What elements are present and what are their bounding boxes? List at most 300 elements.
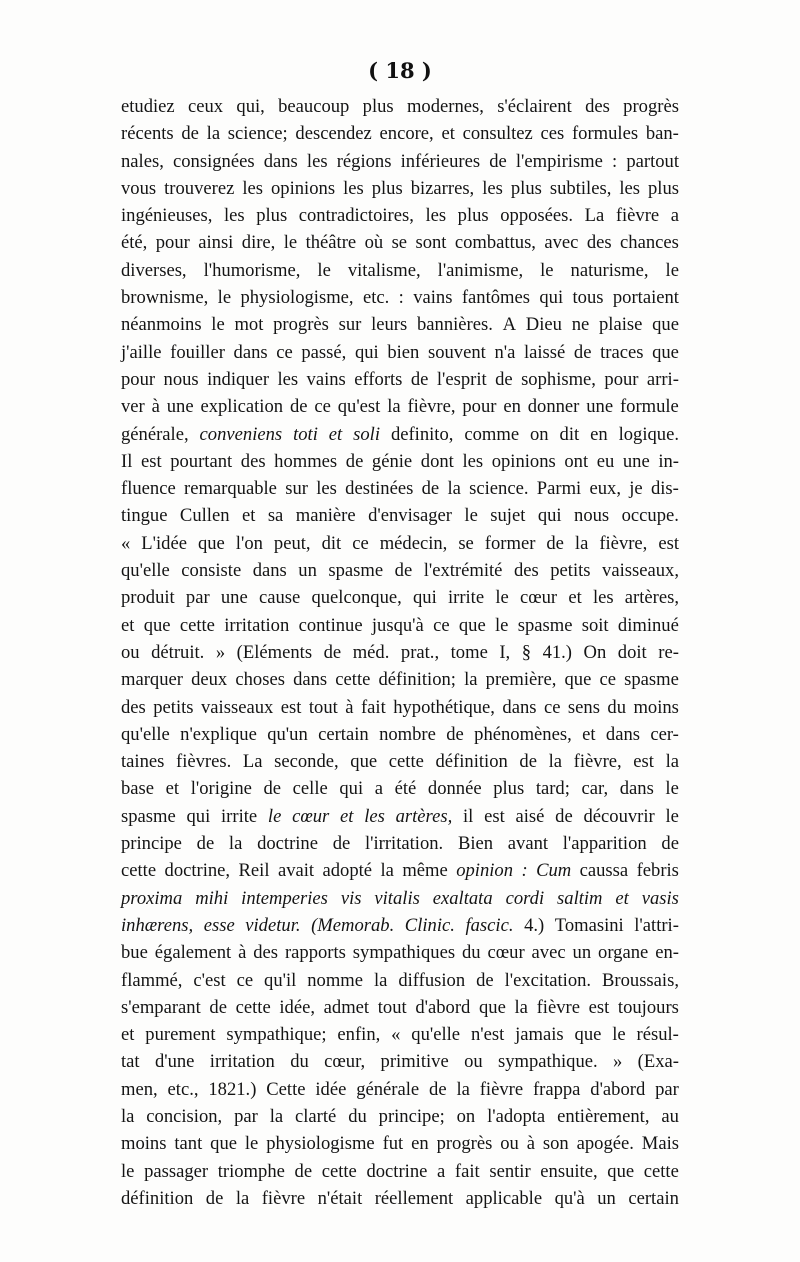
word: sentir xyxy=(489,1160,531,1182)
word: la xyxy=(206,123,221,145)
page-number: ( 18 ) xyxy=(368,58,432,83)
word: fièvre xyxy=(261,1187,306,1209)
word: choses xyxy=(235,669,285,691)
word: pour xyxy=(155,232,190,254)
text-line xyxy=(121,775,679,802)
word: physiologisme xyxy=(266,1133,375,1155)
word: et xyxy=(340,805,354,827)
word: le xyxy=(283,232,298,254)
word: ce xyxy=(543,696,561,718)
word: Il xyxy=(121,450,133,472)
word: et xyxy=(615,887,629,909)
word: l'origine xyxy=(190,778,252,800)
word: qui xyxy=(186,805,211,827)
word: progrès xyxy=(436,1133,493,1155)
word: la xyxy=(574,532,589,554)
word: pour xyxy=(604,368,639,390)
word: au xyxy=(661,1105,679,1127)
word: nombre xyxy=(379,723,436,745)
word: idée xyxy=(315,1078,347,1100)
word: avait xyxy=(277,860,315,882)
word: n'était xyxy=(317,1187,363,1209)
word: qu'un xyxy=(267,723,308,745)
word: de xyxy=(332,833,351,855)
word: petits xyxy=(550,560,591,582)
word: été xyxy=(394,778,417,800)
word: de xyxy=(446,723,464,745)
word: définition xyxy=(435,751,508,773)
word: qui xyxy=(339,778,364,800)
word: fièvres. xyxy=(176,751,232,773)
text-line xyxy=(121,502,679,529)
word: de xyxy=(410,368,429,390)
word: du xyxy=(348,1105,367,1127)
word: esse xyxy=(203,914,235,936)
word: nales, xyxy=(121,150,164,172)
word: de xyxy=(289,396,308,418)
word: : xyxy=(612,150,618,172)
word: est xyxy=(484,805,505,827)
word: passager xyxy=(144,1160,209,1182)
word: le xyxy=(244,1133,259,1155)
word: » xyxy=(215,641,226,663)
word: opposées. xyxy=(500,205,574,227)
word: le xyxy=(217,287,232,309)
word: opinion xyxy=(456,860,514,882)
word: eux, xyxy=(589,478,621,500)
word: Cum xyxy=(536,860,572,882)
word: quelconque, xyxy=(311,587,402,609)
word: La xyxy=(584,205,605,227)
word: d'une xyxy=(154,1051,195,1073)
word: que xyxy=(574,1024,602,1046)
word: de xyxy=(323,641,342,663)
word: a xyxy=(437,1160,446,1182)
word: par xyxy=(655,1078,679,1100)
word: par xyxy=(234,1105,258,1127)
word: l'irritation. xyxy=(364,833,444,855)
word: explication xyxy=(200,396,284,418)
word: 1821.) xyxy=(208,1078,257,1100)
word: soli xyxy=(353,423,381,445)
word: d'abord xyxy=(590,1078,646,1100)
word: donner xyxy=(527,396,580,418)
word: plus xyxy=(648,177,679,199)
word: ne xyxy=(571,314,590,336)
word: contradictoires, xyxy=(298,205,414,227)
word: ce xyxy=(236,969,254,991)
word: hommes xyxy=(274,450,338,472)
word: de xyxy=(489,150,507,172)
body-text xyxy=(121,93,679,1212)
word: que xyxy=(458,614,486,636)
word: qu'elle xyxy=(411,1024,461,1046)
word: inférieures xyxy=(400,150,481,172)
word: saltim xyxy=(557,887,603,909)
word: leurs xyxy=(371,314,408,336)
word: vis xyxy=(340,887,362,909)
word: science; xyxy=(227,123,288,145)
word: tingue xyxy=(121,505,168,527)
word: la xyxy=(121,1105,135,1127)
word: à xyxy=(238,942,247,964)
word: est xyxy=(588,996,610,1018)
word: la xyxy=(373,969,388,991)
word: du xyxy=(461,942,481,964)
word: des xyxy=(253,942,279,964)
word: remarquable xyxy=(184,478,277,500)
word: » xyxy=(613,1051,623,1073)
word: des xyxy=(585,96,610,117)
word: spasme xyxy=(121,805,176,827)
word: efforts xyxy=(354,368,403,390)
word: on xyxy=(530,423,549,445)
word: dans xyxy=(252,560,287,582)
word: brownisme, xyxy=(121,287,209,309)
word: continue xyxy=(298,614,363,636)
text-line xyxy=(121,557,679,584)
word: les xyxy=(425,205,447,227)
word: doctrine, xyxy=(164,860,231,882)
word: les xyxy=(482,177,503,199)
text-line xyxy=(121,912,679,939)
word: des xyxy=(121,696,146,718)
word: soit xyxy=(581,614,609,636)
word: applicable xyxy=(465,1187,543,1209)
word: l'on xyxy=(235,532,263,554)
word: dans xyxy=(263,150,298,172)
word: le xyxy=(464,505,478,527)
word: 4.) xyxy=(524,914,545,936)
word: organe xyxy=(598,942,649,964)
word: irrite xyxy=(221,805,258,827)
word: est xyxy=(658,532,679,554)
text-line xyxy=(121,448,679,475)
text-line xyxy=(121,584,679,611)
word: de xyxy=(495,368,513,390)
word: cœur, xyxy=(324,1051,366,1073)
word: de xyxy=(394,560,413,582)
word: les xyxy=(592,587,614,609)
text-line xyxy=(121,721,679,748)
word: avec xyxy=(544,232,579,254)
word: toujours xyxy=(617,996,679,1018)
word: bue xyxy=(121,942,148,964)
word: vitalisme, xyxy=(347,259,421,281)
word: vasis xyxy=(641,887,679,909)
word: n'a xyxy=(494,341,516,363)
word: fait xyxy=(454,1160,480,1182)
word: et xyxy=(441,123,455,145)
word: nous xyxy=(163,368,199,390)
word: etc., xyxy=(167,1078,199,1100)
word: clarté xyxy=(295,1105,337,1127)
word: les xyxy=(343,177,364,199)
word: détruit. xyxy=(151,641,205,663)
word: n'est xyxy=(470,1024,505,1046)
word: arri- xyxy=(646,368,679,390)
word: où xyxy=(364,232,384,254)
word: son xyxy=(542,1133,569,1155)
word: s'éclairent xyxy=(497,96,572,117)
word: cause xyxy=(258,587,301,609)
word: Mais xyxy=(641,1133,679,1155)
word: toti xyxy=(293,423,318,445)
word: Clinic. xyxy=(404,914,455,936)
word: de xyxy=(519,751,537,773)
word: la xyxy=(235,1187,250,1209)
word: mot xyxy=(234,314,264,336)
word: seconde, xyxy=(274,751,339,773)
word: entièrement, xyxy=(557,1105,650,1127)
word: le xyxy=(665,259,679,281)
word: des xyxy=(586,232,612,254)
text-line xyxy=(121,1185,679,1212)
word: ou xyxy=(500,1133,519,1155)
word: men, xyxy=(121,1078,158,1100)
word: doctrine xyxy=(366,1160,428,1182)
word: tout xyxy=(377,996,407,1018)
word: tard; xyxy=(535,778,570,800)
word: est xyxy=(633,751,654,773)
word: spasme xyxy=(328,560,384,582)
word: de xyxy=(263,778,282,800)
word: jamais xyxy=(515,1024,564,1046)
word: le xyxy=(211,314,225,336)
word: néanmoins xyxy=(121,314,202,336)
word: « xyxy=(121,532,131,554)
word: plus xyxy=(510,177,542,199)
word: la xyxy=(447,478,461,500)
word: s'emparant xyxy=(121,996,201,1018)
word: manière xyxy=(295,505,356,527)
word: celle xyxy=(292,778,328,800)
word: ainsi xyxy=(198,232,234,254)
text-line xyxy=(121,748,679,775)
word: fièvre xyxy=(536,996,580,1018)
word: l'adopta xyxy=(487,1105,546,1127)
word: admet xyxy=(323,996,370,1018)
word: consignées xyxy=(172,150,255,172)
text-line xyxy=(121,120,679,147)
word: artères, xyxy=(624,587,679,609)
word: et xyxy=(121,1024,135,1046)
word: comme xyxy=(464,423,520,445)
word: Broussais, xyxy=(602,969,679,991)
word: marquer xyxy=(121,669,183,691)
word: ceux xyxy=(187,96,224,117)
word: le xyxy=(121,1160,135,1182)
word: car, xyxy=(581,778,609,800)
word: en xyxy=(411,1133,429,1155)
word: découvrir xyxy=(583,805,655,827)
text-line xyxy=(121,857,679,884)
word: doctrine xyxy=(257,833,318,855)
word: vains xyxy=(413,287,453,309)
word: cette xyxy=(643,1160,679,1182)
word: mihi xyxy=(195,887,229,909)
text-line xyxy=(121,1048,679,1075)
word: physiologisme, xyxy=(240,287,354,309)
word: régions xyxy=(336,150,392,172)
word: 41.) xyxy=(542,641,572,663)
word: traces xyxy=(600,341,644,363)
word: dans xyxy=(502,696,537,718)
word: definito, xyxy=(390,423,454,445)
word: sens xyxy=(567,696,600,718)
word: On xyxy=(583,641,607,663)
word: que xyxy=(479,996,506,1018)
word: apogée. xyxy=(576,1133,634,1155)
word: : xyxy=(398,287,404,309)
word: sympathiques xyxy=(352,942,456,964)
word: re- xyxy=(658,641,679,663)
word: ce xyxy=(276,341,293,363)
word: dont xyxy=(420,450,454,472)
word: dis- xyxy=(650,478,679,500)
word: ce xyxy=(352,532,369,554)
text-line xyxy=(121,1130,679,1157)
word: progrès xyxy=(273,314,329,336)
word: taines xyxy=(121,751,165,773)
word: qui, xyxy=(236,96,265,117)
word: l'empirisme xyxy=(515,150,603,172)
word: doit xyxy=(617,641,647,663)
word: cœur xyxy=(519,587,558,609)
word: bannières. xyxy=(416,314,493,336)
word: qu'elle xyxy=(121,560,170,582)
word: la xyxy=(269,1105,284,1127)
word: souvent xyxy=(427,341,486,363)
word: « xyxy=(391,1024,401,1046)
word: le xyxy=(267,805,282,827)
text-line xyxy=(121,666,679,693)
word: enfin, xyxy=(337,1024,381,1046)
word: Cullen xyxy=(179,505,230,527)
word: plus xyxy=(362,96,394,117)
word: naturisme, xyxy=(570,259,649,281)
word: du xyxy=(607,696,626,718)
word: de xyxy=(196,833,215,855)
text-line xyxy=(121,1021,679,1048)
text-line xyxy=(121,1076,679,1103)
word: idée, xyxy=(279,996,316,1018)
word: consiste xyxy=(181,560,242,582)
word: spasme xyxy=(624,669,679,691)
word: Parmi xyxy=(536,478,582,500)
word: de xyxy=(429,1078,447,1100)
word: ver xyxy=(121,396,145,418)
word: combattus, xyxy=(454,232,536,254)
word: les xyxy=(619,177,640,199)
word: qu'à xyxy=(554,1187,585,1209)
word: principe; xyxy=(378,1105,445,1127)
text-line xyxy=(121,421,679,448)
word: exaltata xyxy=(432,887,493,909)
word: vaisseaux, xyxy=(602,560,679,582)
word: : xyxy=(521,860,528,882)
word: cette xyxy=(179,614,215,636)
text-line xyxy=(121,803,679,830)
word: un xyxy=(298,560,317,582)
word: cette xyxy=(121,860,157,882)
word: des xyxy=(240,450,266,472)
word: donnée xyxy=(427,778,482,800)
word: n'explique xyxy=(180,723,257,745)
word: la xyxy=(387,396,401,418)
word: former xyxy=(484,532,536,554)
text-line xyxy=(121,530,679,557)
word: cette xyxy=(321,1160,357,1182)
word: et xyxy=(582,723,596,745)
word: première, xyxy=(485,669,557,691)
word: formules xyxy=(571,123,639,145)
word: triomphe xyxy=(217,1160,285,1182)
word: opinions xyxy=(271,177,336,199)
word: consultez xyxy=(462,123,533,145)
word: cœur xyxy=(292,805,330,827)
word: d'abord xyxy=(415,996,471,1018)
word: (Exa- xyxy=(637,1051,679,1073)
word: produit xyxy=(121,587,175,609)
word: que xyxy=(197,532,225,554)
word: Tomasini xyxy=(554,914,624,936)
word: médecin, xyxy=(379,532,448,554)
word: de xyxy=(476,969,494,991)
word: tant xyxy=(174,1133,203,1155)
word: dire, xyxy=(241,232,276,254)
word: fouiller xyxy=(170,341,225,363)
word: générale xyxy=(356,1078,420,1100)
word: que xyxy=(652,314,679,336)
word: certain xyxy=(318,723,369,745)
word: Bien xyxy=(457,833,494,855)
word: dans xyxy=(233,341,268,363)
word: de xyxy=(421,478,440,500)
word: c'est xyxy=(193,969,226,991)
word: vous xyxy=(121,177,157,199)
word: phénomènes, xyxy=(474,723,572,745)
word: dans xyxy=(293,669,328,691)
word: par xyxy=(185,587,210,609)
text-line xyxy=(121,257,679,284)
word: base xyxy=(121,778,155,800)
word: pourtant xyxy=(170,450,233,472)
word: deux xyxy=(191,669,228,691)
word: plaise xyxy=(598,314,643,336)
word: fascic. xyxy=(465,914,514,936)
word: se xyxy=(458,532,474,554)
word: rapports xyxy=(284,942,346,964)
word: bien xyxy=(387,341,420,363)
word: peut, xyxy=(273,532,311,554)
word: L'idée xyxy=(141,532,187,554)
word: méd. xyxy=(352,641,390,663)
word: une xyxy=(586,396,614,418)
word: irritation xyxy=(209,1051,275,1073)
word: l'attri- xyxy=(634,914,679,936)
word: artères, xyxy=(395,805,453,827)
word: en xyxy=(590,423,608,445)
word: générale, xyxy=(121,423,189,445)
word: Dieu xyxy=(525,314,562,336)
word: bizarres, xyxy=(410,177,475,199)
word: prat., xyxy=(400,641,440,663)
word: beaucoup xyxy=(278,96,350,117)
word: se xyxy=(391,232,408,254)
word: et xyxy=(121,614,135,636)
text-line xyxy=(121,311,679,338)
